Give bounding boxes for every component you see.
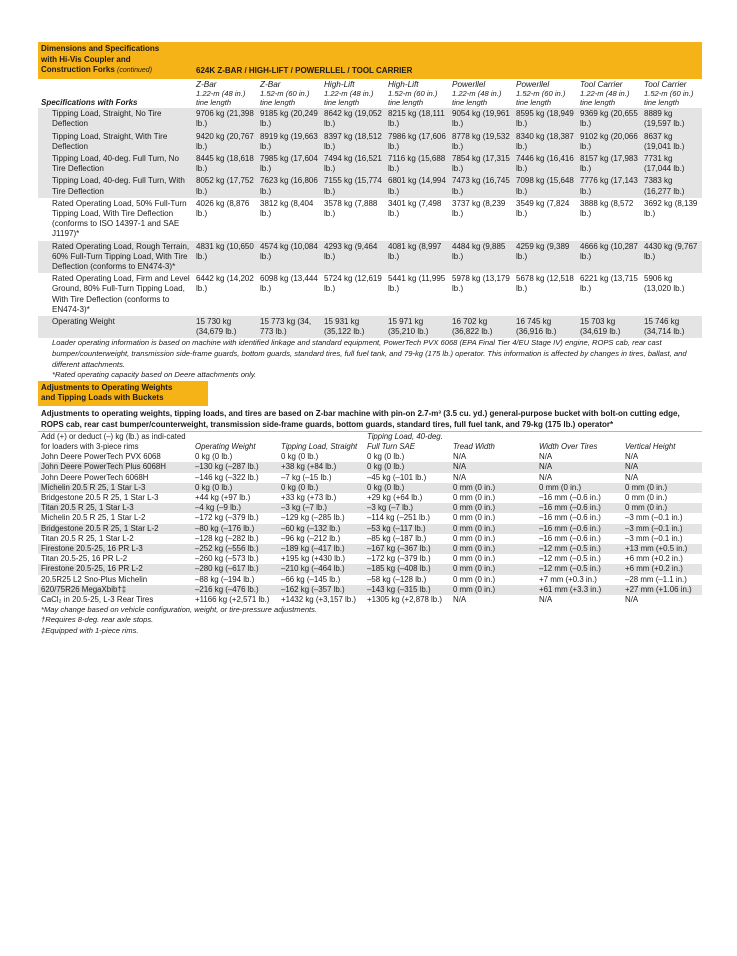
adjustment-value: –96 kg (–212 lb.) xyxy=(281,533,341,543)
spec-value: 3812 kg (8,404 lb.) xyxy=(260,198,314,218)
spec-value: 5906 kg (13,020 lb.) xyxy=(644,274,685,294)
spec-value: 9054 kg (19,961 lb.) xyxy=(450,108,514,130)
column-model: High-Lift xyxy=(388,79,419,89)
adjustment-value: –16 mm (–0.6 in.) xyxy=(536,524,622,534)
adjustment-value: –189 kg (–417 lb.) xyxy=(278,544,364,554)
spec-value: 7985 kg (17,604 lb.) xyxy=(258,153,322,175)
adjustment-value: +38 kg (+84 lb.) xyxy=(278,462,364,472)
adjustment-value: –12 mm (–0.5 in.) xyxy=(536,564,622,574)
spec-value: 8052 kg (17,752 lb.) xyxy=(194,175,258,197)
adjustment-row xyxy=(38,564,702,574)
adjustment-value: 0 mm (0 in.) xyxy=(450,503,536,513)
adjustment-value: +6 mm (+0.2 in.) xyxy=(622,564,702,574)
spec-value: 8595 kg (18,949 lb.) xyxy=(514,108,578,130)
spec-value: 7116 kg (15,688 lb.) xyxy=(386,153,450,175)
spec-row-label: Rated Operating Load, 50% Full-Turn Tipping Load, With Tire Deflection (conforms to ISO 14397-1 and SAE J1197)* xyxy=(52,198,187,239)
column-model: Z-Bar xyxy=(260,79,281,89)
adjustment-value: 0 mm (0 in.) xyxy=(453,492,496,502)
spec-value: 4259 kg (9,389 lb.) xyxy=(514,241,578,274)
spec-value: 4666 kg (10,287 lb.) xyxy=(578,241,642,274)
rated-capacity-footnote: *Rated operating capacity based on Deere attachments only. xyxy=(52,370,257,380)
adjustment-row xyxy=(38,452,702,462)
adjustment-item: John Deere PowerTech PVX 6068 xyxy=(41,452,161,462)
spec-row xyxy=(38,108,702,130)
fork-column-header xyxy=(194,79,258,109)
spec-value: 15 730 kg (34,679 lb.) xyxy=(194,316,258,338)
column-model: Tool Carrier xyxy=(644,79,687,89)
adjustment-value: +29 kg (+64 lb.) xyxy=(367,492,423,502)
adjustment-value: N/A xyxy=(539,452,553,462)
adjustment-value: 0 mm (0 in.) xyxy=(450,564,536,574)
fork-column-header xyxy=(642,79,702,109)
spec-row-label: Operating Weight xyxy=(38,316,194,338)
adjustment-value: +27 mm (+1.06 in.) xyxy=(622,585,702,595)
adjustment-item: Titan 20.5-25, 16 PR L-2 xyxy=(41,554,128,564)
spec-heading: Specifications with Forks xyxy=(41,97,138,107)
spec-value: 8778 kg (19,532 lb.) xyxy=(450,131,514,153)
adjustment-value: –260 kg (–573 lb.) xyxy=(195,554,259,564)
adjustment-value: N/A xyxy=(453,595,467,604)
section1-header-line: Dimensions and Specifications xyxy=(41,44,160,53)
fork-column-header xyxy=(450,79,514,109)
adjustment-item: 20.5R25 L2 Sno-Plus Michelin xyxy=(41,574,148,584)
adjustment-value: N/A xyxy=(539,595,553,604)
spec-value: 4430 kg (9,767 lb.) xyxy=(642,241,702,274)
section2-header-line: and Tipping Loads with Buckets xyxy=(41,393,164,403)
adjustment-row xyxy=(38,473,702,483)
spec-value: 8919 kg (19,663 lb.) xyxy=(258,131,322,153)
adjustment-item: John Deere PowerTech Plus 6068H xyxy=(38,462,192,472)
adjustment-value: N/A xyxy=(450,462,536,472)
adjustment-value: –252 kg (–556 lb.) xyxy=(192,544,278,554)
loader-note: Loader operating information is based on machine with identified linkage and standard equipment, PowerTech PVX 6068 (EPA Final Tier 4/EU Stage IV) engine, ROPS cab, rear cast bumper/counterweight, transmission side-frame guards, bottom guards, standard tires, full fuel tank, and 79-kg (175 lb.) operator. This information is affected by changes in tires, ballast, and different attachments. xyxy=(52,338,687,369)
adjustment-value: 0 mm (0 in.) xyxy=(450,483,536,493)
spec-value: 6221 kg (13,715 lb.) xyxy=(580,274,638,294)
adjustments-footnotes xyxy=(38,605,702,636)
spec-row xyxy=(38,241,702,274)
adjustment-value: +13 mm (+0.5 in.) xyxy=(622,544,702,554)
spec-value: 15 746 kg (34,714 lb.) xyxy=(642,316,702,338)
spec-value: 7623 kg (16,806 lb.) xyxy=(258,175,322,197)
adjust-col-header: Vertical Height xyxy=(625,441,676,451)
spec-value: 16 702 kg (36,822 lb.) xyxy=(450,316,514,338)
column-tine-length: 1.22-m (48 in.) tine length xyxy=(452,88,502,107)
spec-value: 4574 kg (10,084 lb.) xyxy=(258,241,322,274)
adjustment-value: N/A xyxy=(536,462,622,472)
section1-header xyxy=(38,42,194,79)
adjustment-row xyxy=(38,595,702,605)
spec-value: 4293 kg (9,464 lb.) xyxy=(322,241,386,274)
spec-value: 8637 kg (19,041 lb.) xyxy=(642,131,702,153)
spec-value: 5678 kg (12,518 lb.) xyxy=(516,274,574,294)
section1-header-line: with Hi-Vis Coupler and xyxy=(41,54,131,64)
spec-value: 7383 kg (16,277 lb.) xyxy=(642,175,702,197)
adjustment-item: Michelin 20.5 R 25, 1 Star L-3 xyxy=(38,483,192,493)
spec-value: 7731 kg (17,044 lb.) xyxy=(642,153,702,175)
section2-header-line: Adjustments to Operating Weights xyxy=(41,382,173,392)
adjustment-value: –162 kg (–357 lb.) xyxy=(278,585,364,595)
spec-value: 8445 kg (18,618 lb.) xyxy=(194,153,258,175)
adjustment-value: –53 kg (–117 lb.) xyxy=(364,524,450,534)
adjustment-item: 620/75R26 MegaXbib†‡ xyxy=(38,585,192,595)
spec-value: 5724 kg (12,619 lb.) xyxy=(324,274,382,294)
adjustment-value: –130 kg (–287 lb.) xyxy=(192,462,278,472)
adjustment-item: Titan 20.5 R 25, 1 Star L-2 xyxy=(41,533,134,543)
adjustment-value: +61 mm (+3.3 in.) xyxy=(536,585,622,595)
spec-value: 3401 kg (7,498 lb.) xyxy=(388,198,442,218)
adjustment-value: N/A xyxy=(625,452,639,462)
adjustments-table xyxy=(38,431,702,605)
column-tine-length: 1.52-m (60 in.) tine length xyxy=(516,88,566,107)
spec-row xyxy=(38,273,702,316)
adjustment-value: 0 mm (0 in.) xyxy=(450,524,536,534)
fork-column-header xyxy=(386,79,450,109)
adjustment-item: Titan 20.5 R 25, 1 Star L-3 xyxy=(38,503,192,513)
spec-value: 16 745 kg (36,916 lb.) xyxy=(514,316,578,338)
spec-value: 8215 kg (18,111 lb.) xyxy=(386,108,450,130)
adjustment-value: 0 mm (0 in.) xyxy=(536,483,622,493)
adjustment-value: –216 kg (–476 lb.) xyxy=(192,585,278,595)
column-model: Powerllel xyxy=(516,79,550,89)
adjustment-value: –16 mm (–0.6 in.) xyxy=(536,503,622,513)
adjustment-value: 0 kg (0 lb.) xyxy=(192,483,278,493)
adjustment-value: +44 kg (+97 lb.) xyxy=(195,492,251,502)
adjustment-row xyxy=(38,534,702,544)
fork-column-header xyxy=(514,79,578,109)
adjustment-value: –16 mm (–0.6 in.) xyxy=(539,533,601,543)
adjustment-value: –60 kg (–132 lb.) xyxy=(278,524,364,534)
adjustment-value: –4 kg (–9 lb.) xyxy=(192,503,278,513)
adjustment-value: –85 kg (–187 lb.) xyxy=(367,533,427,543)
adjustment-item: John Deere PowerTech 6068H xyxy=(41,472,149,482)
adjustment-footnote: ‡Equipped with 1-piece rims. xyxy=(41,625,139,635)
spec-value: 8889 kg (19,597 lb.) xyxy=(642,108,702,130)
adjust-col-header: Tipping Load, 40-deg. Full Turn SAE xyxy=(367,431,443,451)
adjustment-value: –16 mm (–0.6 in.) xyxy=(539,513,601,523)
spec-value: 7986 kg (17,606 lb.) xyxy=(386,131,450,153)
adjustment-value: N/A xyxy=(539,472,553,482)
adjust-col-header: Tread Width xyxy=(453,441,495,451)
section2-header xyxy=(38,381,208,406)
adjustment-row xyxy=(38,462,702,472)
adjustment-value: 0 mm (0 in.) xyxy=(622,483,702,493)
spec-value: 6442 kg (14,202 lb.) xyxy=(196,274,254,294)
spec-row-label: Tipping Load, Straight, No Tire Deflection xyxy=(38,108,194,130)
adjustment-value: 0 kg (0 lb.) xyxy=(278,483,364,493)
adjustment-value: –128 kg (–282 lb.) xyxy=(195,533,259,543)
adjustment-value: –172 kg (–379 lb.) xyxy=(367,554,431,564)
adjustment-value: –280 kg (–617 lb.) xyxy=(192,564,278,574)
adjustment-value: 0 kg (0 lb.) xyxy=(364,483,450,493)
adjustment-item: Firestone 20.5-25, 16 PR L-2 xyxy=(38,564,192,574)
spec-value: 6801 kg (14,994 lb.) xyxy=(386,175,450,197)
spec-value: 7098 kg (15,648 lb.) xyxy=(514,175,578,197)
adjustment-value: –185 kg (–408 lb.) xyxy=(364,564,450,574)
spec-value: 7854 kg (17,315 lb.) xyxy=(450,153,514,175)
spec-row xyxy=(38,198,702,241)
column-model: Z-Bar xyxy=(196,79,217,89)
adjustment-value: –58 kg (–128 lb.) xyxy=(367,574,427,584)
adjustment-value: –3 mm (–0.1 in.) xyxy=(625,533,683,543)
fork-column-header xyxy=(322,79,386,109)
adjustment-value: –3 kg (–7 lb.) xyxy=(364,503,450,513)
spec-value: 8157 kg (17,983 lb.) xyxy=(578,153,642,175)
adjustment-value: +1305 kg (+2,878 lb.) xyxy=(367,595,443,604)
spec-value: 9102 kg (20,066 lb.) xyxy=(578,131,642,153)
column-model: Powerllel xyxy=(452,79,486,89)
spec-value: 9420 kg (20,767 lb.) xyxy=(194,131,258,153)
adjustment-item: Michelin 20.5 R 25, 1 Star L-2 xyxy=(41,513,146,523)
adjustment-row xyxy=(38,554,702,564)
adjustment-item: Bridgestone 20.5 R 25, 1 Star L-3 xyxy=(41,492,159,502)
adjustment-value: N/A xyxy=(453,472,467,482)
adjustment-value: –66 kg (–145 lb.) xyxy=(281,574,341,584)
adjustment-row xyxy=(38,524,702,534)
adjust-col-header: Tipping Load, Straight xyxy=(281,441,358,451)
spec-value: 7776 kg (17,143 lb.) xyxy=(578,175,642,197)
spec-value: 8397 kg (18,512 lb.) xyxy=(322,131,386,153)
adjustment-value: –146 kg (–322 lb.) xyxy=(195,472,259,482)
spec-value: 15 971 kg (35,210 lb.) xyxy=(386,316,450,338)
column-tine-length: 1.22-m (48 in.) tine length xyxy=(324,88,374,107)
adjustment-value: 0 mm (0 in.) xyxy=(453,554,496,564)
spec-value: 9369 kg (20,655 lb.) xyxy=(578,108,642,130)
adjustment-row xyxy=(38,503,702,513)
adjustment-value: +33 kg (+73 lb.) xyxy=(281,492,337,502)
adjustment-value: –3 kg (–7 lb.) xyxy=(278,503,364,513)
adjustment-value: –12 mm (–0.5 in.) xyxy=(539,554,601,564)
adjustments-intro: Adjustments to operating weights, tipping loads, and tires are based on Z-bar machine with pin-on 2.7-m³ (3.5 cu. yd.) general-purpose bucket with bolt-on cutting edge, ROPS cab, rear cast bumper/counterweight, transmission side-frame guards, bottom guards, standard tires, full fuel tank, and 79-kg (175 lb.) operator* xyxy=(41,408,680,429)
adjustment-value: –45 kg (–101 lb.) xyxy=(367,472,427,482)
adjustment-value: 0 kg (0 lb.) xyxy=(364,462,450,472)
adjustment-value: –28 mm (–1.1 in.) xyxy=(625,574,687,584)
adjustment-value: +195 kg (+430 lb.) xyxy=(281,554,346,564)
adjustment-value: –88 kg (–194 lb.) xyxy=(195,574,255,584)
adjustment-value: 0 mm (0 in.) xyxy=(622,503,702,513)
adjustment-value: N/A xyxy=(622,462,702,472)
adjust-col-header: Width Over Tires xyxy=(539,441,598,451)
spec-value: 15 703 kg (34,619 lb.) xyxy=(578,316,642,338)
adjustment-row xyxy=(38,483,702,493)
spec-value: 4026 kg (8,876 lb.) xyxy=(196,198,250,218)
column-tine-length: 1.52-m (60 in.) tine length xyxy=(388,88,438,107)
adjustment-value: N/A xyxy=(453,452,467,462)
spec-value: 7446 kg (16,416 lb.) xyxy=(514,153,578,175)
adjustment-value: 0 mm (0 in.) xyxy=(453,533,496,543)
adjustment-row xyxy=(38,493,702,503)
adjustment-footnote: †Requires 8-deg. rear axle stops. xyxy=(41,615,154,625)
fork-column-header xyxy=(578,79,642,109)
spec-page xyxy=(38,42,702,636)
adjustment-item: CaCl₂ in 20.5-25, L-3 Rear Tires xyxy=(41,595,154,604)
spec-value: 5441 kg (11,995 lb.) xyxy=(388,274,446,294)
adjustment-value: –16 mm (–0.6 in.) xyxy=(539,492,601,502)
adjustment-value: –3 mm (–0.1 in.) xyxy=(625,513,683,523)
spec-row-label: Tipping Load, 40-deg. Full Turn, With Tire Deflection xyxy=(38,175,194,197)
spec-value: 9185 kg (20,249 lb.) xyxy=(258,108,322,130)
column-tine-length: 1.22-m (48 in.) tine length xyxy=(196,88,246,107)
spec-row-label: Tipping Load, Straight, With Tire Deflection xyxy=(38,131,194,153)
adjust-col-header: Add (+) or deduct (–) kg (lb.) as indi-cated for loaders with 3-piece rims xyxy=(41,431,186,451)
adjustment-value: 0 mm (0 in.) xyxy=(453,574,496,584)
column-model: Tool Carrier xyxy=(580,79,623,89)
header-band xyxy=(194,42,702,64)
adjustment-value: –210 kg (–464 lb.) xyxy=(278,564,364,574)
spec-value: 5978 kg (13,179 lb.) xyxy=(452,274,510,294)
adjustment-value: –114 kg (–251 lb.) xyxy=(367,513,431,523)
adjustment-value: –167 kg (–367 lb.) xyxy=(364,544,450,554)
adjustment-value: 0 mm (0 in.) xyxy=(625,492,668,502)
adjustment-value: 0 mm (0 in.) xyxy=(453,513,496,523)
adjustment-value: –143 kg (–315 lb.) xyxy=(364,585,450,595)
spec-value: 7473 kg (16,745 lb.) xyxy=(450,175,514,197)
adjustment-value: +1432 kg (+3,157 lb.) xyxy=(281,595,357,604)
adjustment-item: Bridgestone 20.5 R 25, 1 Star L-2 xyxy=(38,524,192,534)
adjustment-value: N/A xyxy=(625,595,639,604)
adjustment-row xyxy=(38,513,702,523)
adjustment-value: –172 kg (–379 lb.) xyxy=(195,513,259,523)
adjustment-value: –7 kg (–15 lb.) xyxy=(281,472,332,482)
adjustment-value: –3 mm (–0.1 in.) xyxy=(622,524,702,534)
column-tine-length: 1.52-m (60 in.) tine length xyxy=(260,88,310,107)
spec-value: 8642 kg (19,052 lb.) xyxy=(322,108,386,130)
spec-value: 3578 kg (7,888 lb.) xyxy=(324,198,378,218)
spec-value: 9706 kg (21,398 lb.) xyxy=(194,108,258,130)
spec-value: 8340 kg (18,387 lb.) xyxy=(514,131,578,153)
adjustment-item: Firestone 20.5-25, 16 PR L-3 xyxy=(38,544,192,554)
column-tine-length: 1.52-m (60 in.) tine length xyxy=(644,88,694,107)
spec-row-label: Rated Operating Load, Rough Terrain, 60% Full-Turn Tipping Load, With Tire Deflection (conforms to EN474-3)* xyxy=(38,241,194,274)
adjustment-value: N/A xyxy=(625,472,639,482)
spec-value: 7155 kg (15,774 lb.) xyxy=(322,175,386,197)
column-model: High-Lift xyxy=(324,79,355,89)
adjustment-value: –12 mm (–0.5 in.) xyxy=(536,544,622,554)
spec-row xyxy=(38,153,702,175)
spec-value: 3888 kg (8,572 lb.) xyxy=(580,198,634,218)
adjustment-value: 0 kg (0 lb.) xyxy=(195,452,233,462)
adjustment-value: +7 mm (+0.3 in.) xyxy=(539,574,597,584)
adjustment-row xyxy=(38,585,702,595)
spec-value: 6098 kg (13,444 lb.) xyxy=(260,274,318,294)
adjustment-value: +1166 kg (+2,571 lb.) xyxy=(195,595,270,604)
adjustment-value: –80 kg (–176 lb.) xyxy=(192,524,278,534)
adjustment-footnote: *May change based on vehicle configuration, weight, or tire-pressure adjustments. xyxy=(41,605,318,615)
forks-spec-table xyxy=(38,42,702,338)
adjustment-value: –129 kg (–285 lb.) xyxy=(281,513,345,523)
continued-label: (continued) xyxy=(117,67,153,74)
fork-column-header xyxy=(258,79,322,109)
adjustment-value: 0 mm (0 in.) xyxy=(450,585,536,595)
adjustment-value: 0 kg (0 lb.) xyxy=(281,452,319,462)
spec-value: 3692 kg (8,139 lb.) xyxy=(644,198,698,218)
adjustment-row xyxy=(38,575,702,585)
spec-row-label: Rated Operating Load, Firm and Level Ground, 80% Full-Turn Tipping Load, With Tire Deflection (conforms to EN474-3)* xyxy=(52,274,190,314)
spec-row xyxy=(38,175,702,197)
adjustment-value: +6 mm (+0.2 in.) xyxy=(625,554,683,564)
spec-value: 15 773 kg (34, 773 lb.) xyxy=(258,316,322,338)
column-tine-length: 1.22-m (48 in.) tine length xyxy=(580,88,630,107)
adjustment-value: 0 mm (0 in.) xyxy=(450,544,536,554)
section1-header-line: Construction Forks (continued) xyxy=(41,65,153,74)
spec-value: 4081 kg (8,997 lb.) xyxy=(386,241,450,274)
spec-value: 4484 kg (9,885 lb.) xyxy=(450,241,514,274)
spec-value: 4831 kg (10,650 lb.) xyxy=(194,241,258,274)
spec-value: 7494 kg (16,521 lb.) xyxy=(322,153,386,175)
spec-value: 15 931 kg (35,122 lb.) xyxy=(322,316,386,338)
spec-value: 3737 kg (8,239 lb.) xyxy=(452,198,506,218)
adjustment-row xyxy=(38,544,702,554)
spec-value: 3549 kg (7,824 lb.) xyxy=(516,198,570,218)
adjust-col-header: Operating Weight xyxy=(195,441,256,451)
model-title: 624K Z-BAR / HIGH-LIFT / POWERLLEL / TOOL CARRIER xyxy=(194,64,702,79)
adjustment-value: 0 kg (0 lb.) xyxy=(367,452,405,462)
spec-row xyxy=(38,131,702,153)
spec-row-label: Tipping Load, 40-deg. Full Turn, No Tire Deflection xyxy=(38,153,194,175)
spec-row xyxy=(38,316,702,338)
